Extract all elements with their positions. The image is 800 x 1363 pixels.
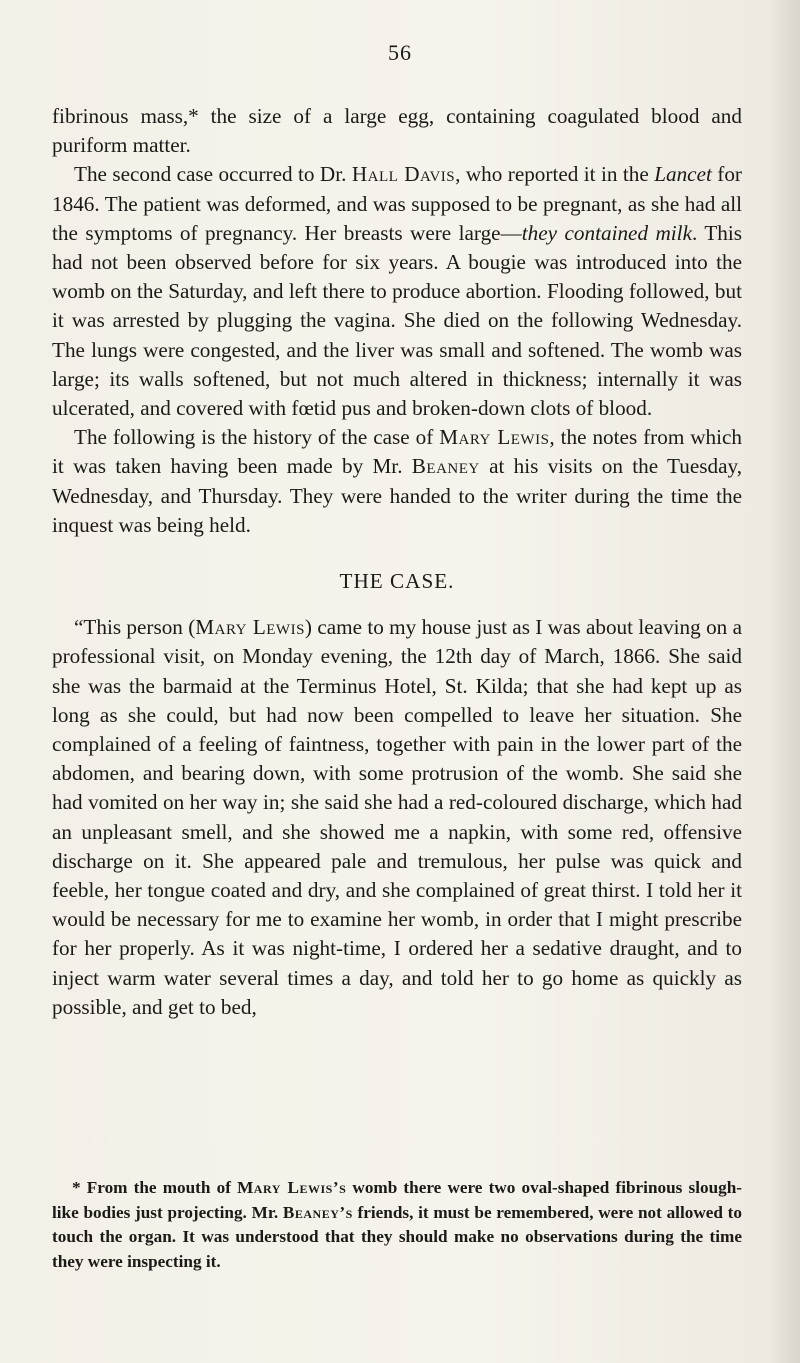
footnote-name-beaney: Beaney’s <box>282 1202 353 1222</box>
paragraph-4-text-a: “This person ( <box>74 615 196 640</box>
person-name-beaney: Beaney <box>411 454 480 479</box>
person-name-hall-davis: Hall Davis <box>351 162 456 187</box>
paragraph-3-text-b: , the notes from which it was taken having been made by Mr. <box>52 425 743 479</box>
footnote-text-c: friends, it must be remembered, were not allowed to touch the organ. It was understood that they should make no observations during the time they were inspecting it. <box>52 1202 742 1271</box>
paragraph-3-text-c: at his visits on the Tuesday, Wednesday, and Thursday. They were handed to the writer during the time the inquest was being held. <box>52 454 742 537</box>
paragraph-4-text-b: ) came to my house just as I was about leaving on a professional visit, on Monday evening, the 12th day of March, 1866. She said she was the barmaid at the Terminus Hotel, St. Kilda; that she had kept up as long as she could, but had now been compelled to leave her situation. She complained of a feeling of faintness, together with pain in the lower part of the abdomen, and bearing down, with some protrusion of the womb. She said she had vomited on her way in; she said she had a red-coloured discharge, which had an unpleasant smell, and she showed me a napkin, with some red, offensive discharge on it. She appeared pale and tremulous, her pulse was quick and feeble, her tongue coated and dry, and she complained of great thirst. I told her it would be necessary for me to examine her womb, in order that I might prescribe for her properly. As it was night-time, I ordered her a sedative draught, and to inject warm water several times a day, and told her to go home as quickly as possible, and get to bed, <box>52 615 742 1019</box>
paragraph-2-text-c: for 1846. The patient was deformed, and was supposed to be pregnant, as she had all the symptoms of pregnancy. Her breasts were large— <box>52 162 742 245</box>
paragraph-continuation <box>52 102 742 160</box>
paragraph-2-text-a: The second case occurred to Dr. <box>74 162 352 187</box>
main-text <box>52 102 742 1022</box>
paragraph-1-text: fibrinous mass,* the size of a large egg, containing coagulated blood and puriform matter. <box>52 104 742 158</box>
footnote-name-mary-lewis: Mary Lewis’s <box>237 1178 347 1197</box>
person-name-mary-lewis-2: Mary Lewis <box>195 615 305 640</box>
paragraph-history-intro <box>52 423 742 540</box>
footnote <box>52 1176 742 1274</box>
page-number: 56 <box>388 40 412 65</box>
section-heading: THE CASE. <box>339 569 455 594</box>
paragraph-3-text-a: The following is the history of the case of <box>74 425 440 450</box>
paragraph-case-narrative <box>52 613 742 1022</box>
footnote-text-a: * From the mouth of <box>72 1178 238 1197</box>
footnote-text-b: womb there were two oval-shaped fibrinous slough-like bodies just projecting. Mr. <box>52 1178 742 1222</box>
paragraph-2-text-b: , who reported it in the <box>455 162 655 187</box>
emphasis-contained-milk: they contained milk <box>521 220 692 245</box>
person-name-mary-lewis: Mary Lewis <box>439 425 550 450</box>
journal-name-lancet: Lancet <box>654 162 712 187</box>
paragraph-2-text-d: . This had not been observed before for six years. A bougie was introduced into the womb on the Saturday, and left there to produce abortion. Flooding followed, but it was arrested by plugging the vagina. She died on the following Wednesday. The lungs were congested, and the liver was small and softened. The womb was large; its walls softened, but not much altered in thickness; internally it was ulcerated, and covered with fœtid pus and broken-down clots of blood. <box>52 220 743 421</box>
paragraph-second-case <box>52 160 742 423</box>
